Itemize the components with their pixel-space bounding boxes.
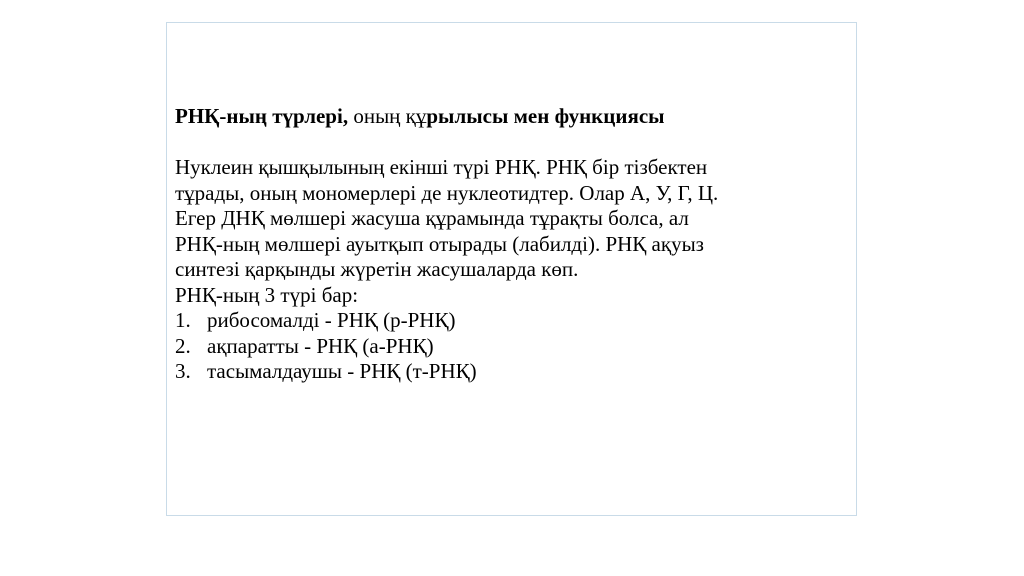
list-item	[175, 334, 851, 360]
paragraph-line: тұрады, оның мономерлері де нуклеотидтер. Олар А, У, Г, Ц.	[175, 180, 719, 205]
rna-types-list	[175, 308, 851, 385]
list-item-number: 2.	[175, 333, 191, 358]
title-normal-part: оның құ	[348, 104, 427, 128]
list-item-text: рибосомалді - РНҚ (р-РНҚ)	[207, 308, 456, 332]
paragraph-line: синтезі қарқынды жүретін жасушаларда көп.	[175, 257, 579, 281]
title-bold-part-1: РНҚ-ның түрлері,	[175, 104, 349, 128]
slide-content	[175, 103, 851, 385]
title-bold-part-2: рылысы мен функциясы	[426, 104, 665, 128]
list-item-text: тасымалдаушы - РНҚ (т-РНҚ)	[207, 359, 477, 383]
paragraph-line: Егер ДНҚ мөлшері жасуша құрамында тұрақты болса, ал	[175, 206, 689, 230]
body-paragraph	[175, 155, 851, 308]
paragraph-line: Нуклеин қышқылының екінші түрі РНҚ. РНҚ бір тізбектен	[175, 155, 708, 179]
list-item-number: 3.	[175, 359, 191, 383]
list-item-number: 1.	[175, 308, 191, 332]
paragraph-line: РНҚ-ның мөлшері ауытқып отырады (лабилді). РНҚ ақуыз	[175, 231, 704, 256]
slide-frame	[166, 22, 857, 516]
list-item	[175, 308, 851, 334]
list-item	[175, 359, 851, 385]
title-spacer	[175, 129, 851, 155]
paragraph-line: РНҚ-ның 3 түрі бар:	[175, 282, 359, 307]
slide-title	[175, 103, 851, 129]
list-item-text: ақпаратты - РНҚ (а-РНҚ)	[207, 333, 434, 358]
